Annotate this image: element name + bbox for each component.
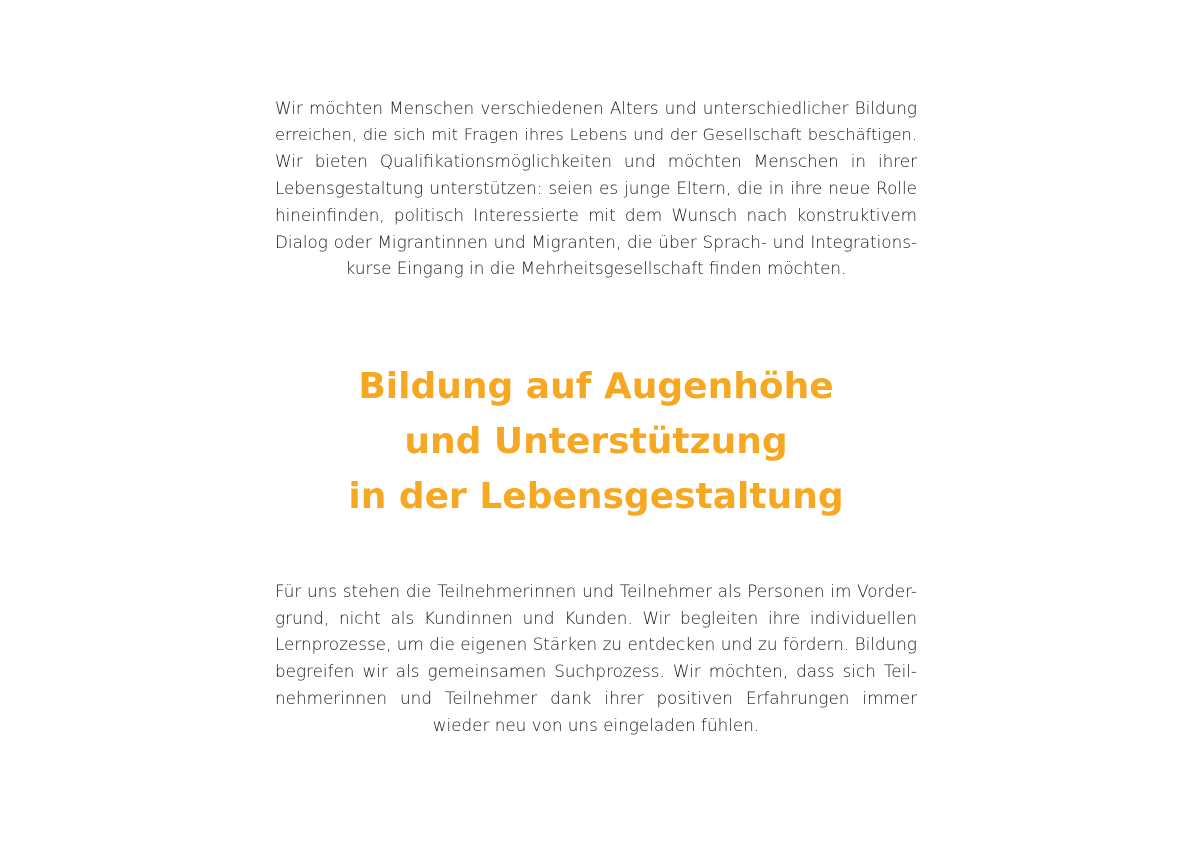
text-line: nehmerinnen und Teilnehmer dank ihrer positiven Erfahrungen immer: [275, 687, 917, 708]
text-line: wieder neu von uns eingeladen fühlen.: [432, 714, 760, 735]
text-line: hineinfinden, politisch Interessierte mit dem Wunsch nach konstruktivem: [275, 204, 917, 225]
text-line: grund, nicht als Kundinnen und Kunden. Wir begleiten ihre individuellen: [275, 607, 917, 628]
heading-line: Bildung auf Augenhöhe: [358, 366, 834, 407]
text-line: Dialog oder Migrantinnen und Migranten, die über Sprach- und Integrations-: [275, 231, 917, 252]
text-line: Lebensgestaltung unterstützen: seien es junge Eltern, die in ihre neue Rolle: [275, 178, 917, 199]
text-line: Lernprozesse, um die eigenen Stärken zu entdecken und zu fördern. Bildung: [275, 634, 917, 655]
text-line: Wir möchten Menschen verschiedenen Alters und unterschiedlicher Bildung: [275, 98, 917, 118]
text-line: Wir bieten Qualifikationsmöglichkeiten und möchten Menschen in ihrer: [275, 151, 917, 172]
intro-paragraph: [275, 95, 917, 282]
heading-line: und Unterstützung: [404, 421, 788, 462]
text-line: begreifen wir als gemeinsamen Suchprozess. Wir möchten, dass sich Teil-: [275, 661, 917, 682]
heading-line: in der Lebensgestaltung: [348, 476, 844, 517]
text-line: kurse Eingang in die Mehrheitsgesellschaft finden möchten.: [345, 258, 847, 279]
section-heading: [275, 359, 917, 524]
closing-paragraph: [275, 578, 917, 738]
text-line: Für uns stehen die Teilnehmerinnen und Teilnehmer als Personen im Vorder-: [275, 581, 917, 601]
text-line: erreichen, die sich mit Fragen ihres Lebens und der Gesellschaft beschäftigen.: [275, 124, 917, 144]
